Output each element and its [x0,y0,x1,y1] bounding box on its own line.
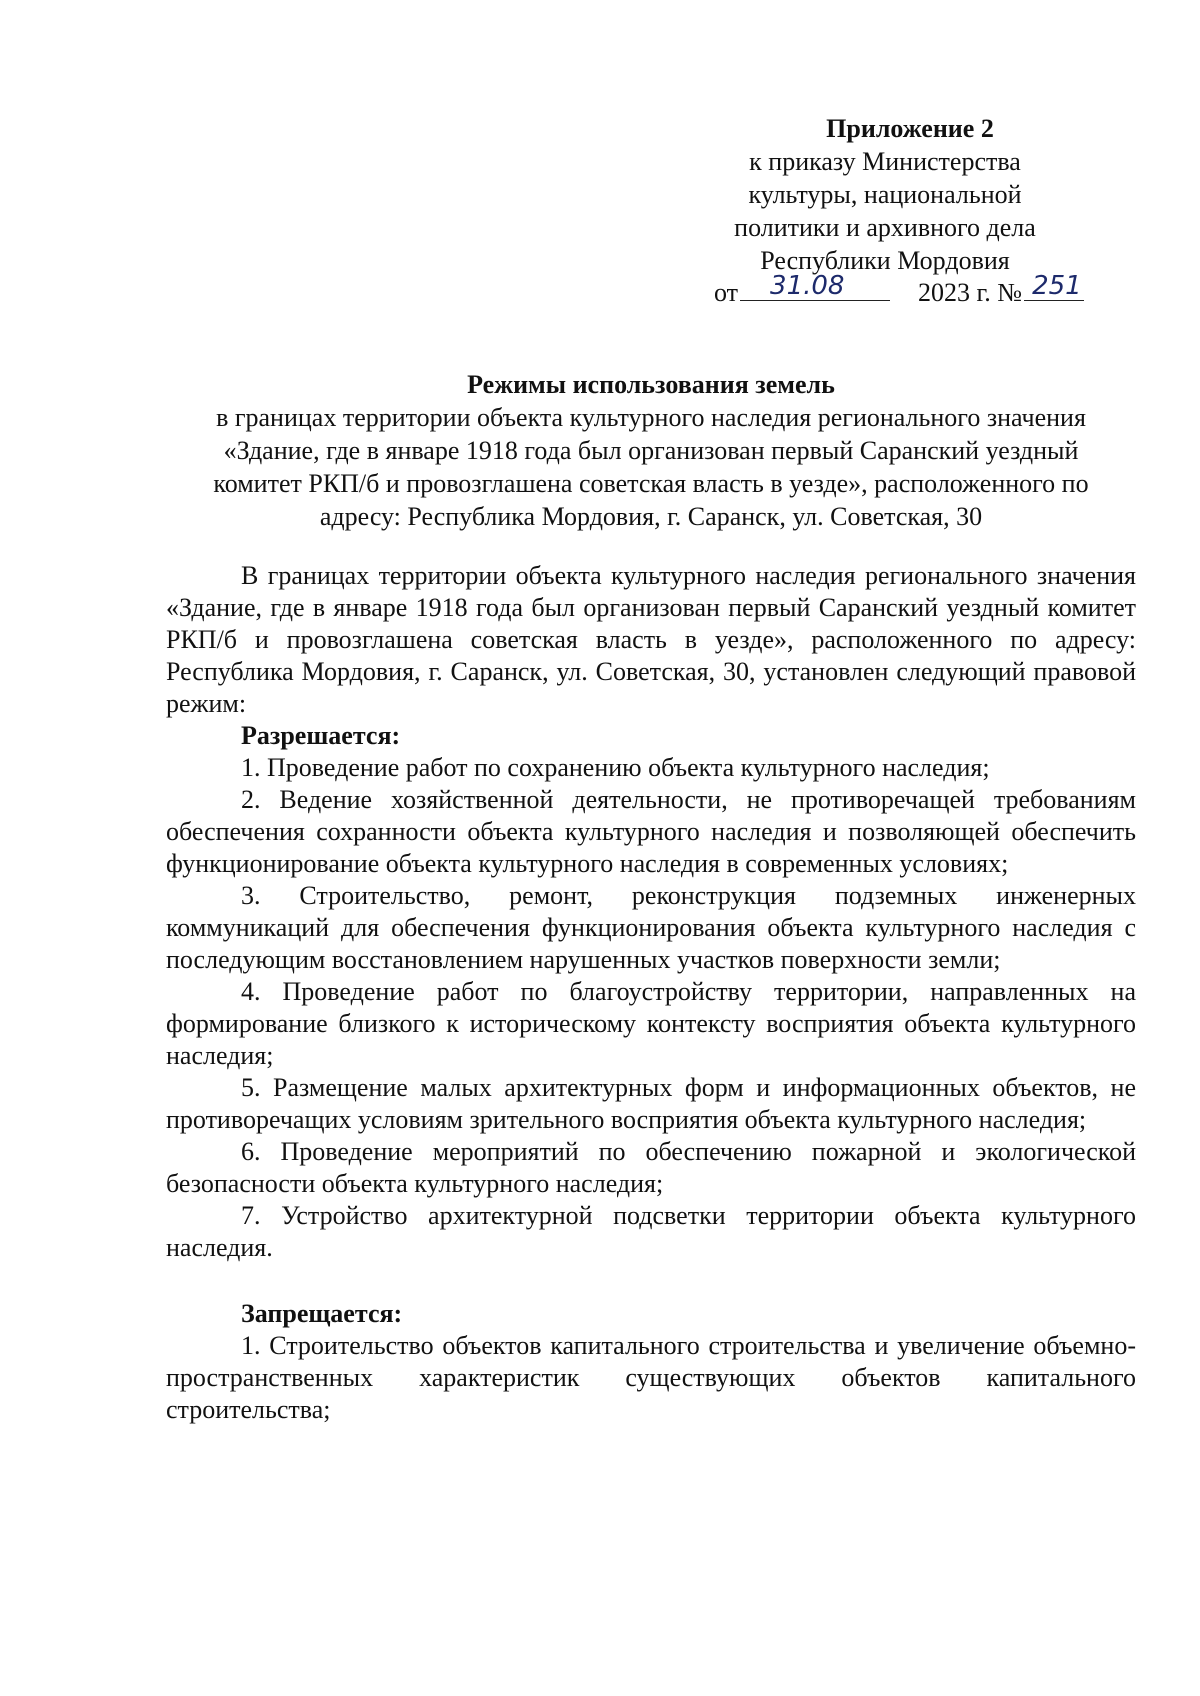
title-line: комитет РКП/б и провозглашена советская власть в уезде», расположенного по [213,469,1089,498]
allowed-item: 7. Устройство архитектурной подсветки территории объекта культурного наследия. [166,1201,1136,1262]
annex-line: к приказу Министерства [749,147,1021,176]
allowed-item: 1. Проведение работ по сохранению объекта культурного наследия; [241,753,990,782]
order-date-number-line [714,271,1114,309]
number-blank [1024,271,1084,301]
title-line: в границах территории объекта культурного наследия регионального значения [216,403,1086,432]
annex-title: Приложение 2 [826,114,994,143]
date-blank [740,271,890,301]
year-number-label: 2023 г. № [918,278,1023,307]
allowed-item: 4. Проведение работ по благоустройству территории, направленных на формирование близкого к историческому контексту восприятия объекта культурного наследия; [166,977,1136,1070]
annex-header [700,112,1070,277]
allowed-heading: Разрешается: [241,721,401,750]
date-prefix: от [714,278,739,307]
forbidden-item: 1. Строительство объектов капитального строительства и увеличение объемно-пространственных характеристик существующих объектов капитального строительства; [166,1331,1136,1424]
document-body [166,560,1136,1426]
intro-paragraph: В границах территории объекта культурного наследия регионального значения «Здание, где в январе 1918 года был организован первый Саранский уездный комитет РКП/б и провозглашена советская власть в уезде», расположенного по адресу: Республика Мордовия, г. Саранск, ул. Советская, 30, установлен следующий правовой режим: [166,561,1136,718]
annex-line: Республики Мордовия [760,246,1010,275]
allowed-item: 2. Ведение хозяйственной деятельности, не противоречащей требованиям обеспечения сохранности объекта культурного наследия и позволяющей обеспечить функционирование объекта культурного наследия в современных условиях; [166,785,1136,878]
title-line: адресу: Республика Мордовия, г. Саранск, ул. Советская, 30 [319,502,983,531]
allowed-item: 6. Проведение мероприятий по обеспечению пожарной и экологической безопасности объекта культурного наследия; [166,1137,1136,1198]
section-gap [166,1264,1136,1298]
forbidden-heading: Запрещается: [241,1299,403,1328]
allowed-item: 3. Строительство, ремонт, реконструкция подземных инженерных коммуникаций для обеспечения функционирования объекта культурного наследия с последующим восстановлением нарушенных участков поверхности земли; [166,881,1136,974]
handwritten-date: 31.08 [770,271,845,301]
allowed-item: 5. Размещение малых архитектурных форм и информационных объектов, не противоречащих условиям зрительного восприятия объекта культурного наследия; [166,1073,1136,1134]
annex-line: культуры, национальной [748,180,1022,209]
handwritten-number: 251 [1032,271,1082,301]
title-line: «Здание, где в январе 1918 года был организован первый Саранский уездный [223,436,1079,465]
annex-line: политики и архивного дела [734,213,1036,242]
title-main: Режимы использования земель [467,370,835,399]
document-title [166,368,1136,533]
